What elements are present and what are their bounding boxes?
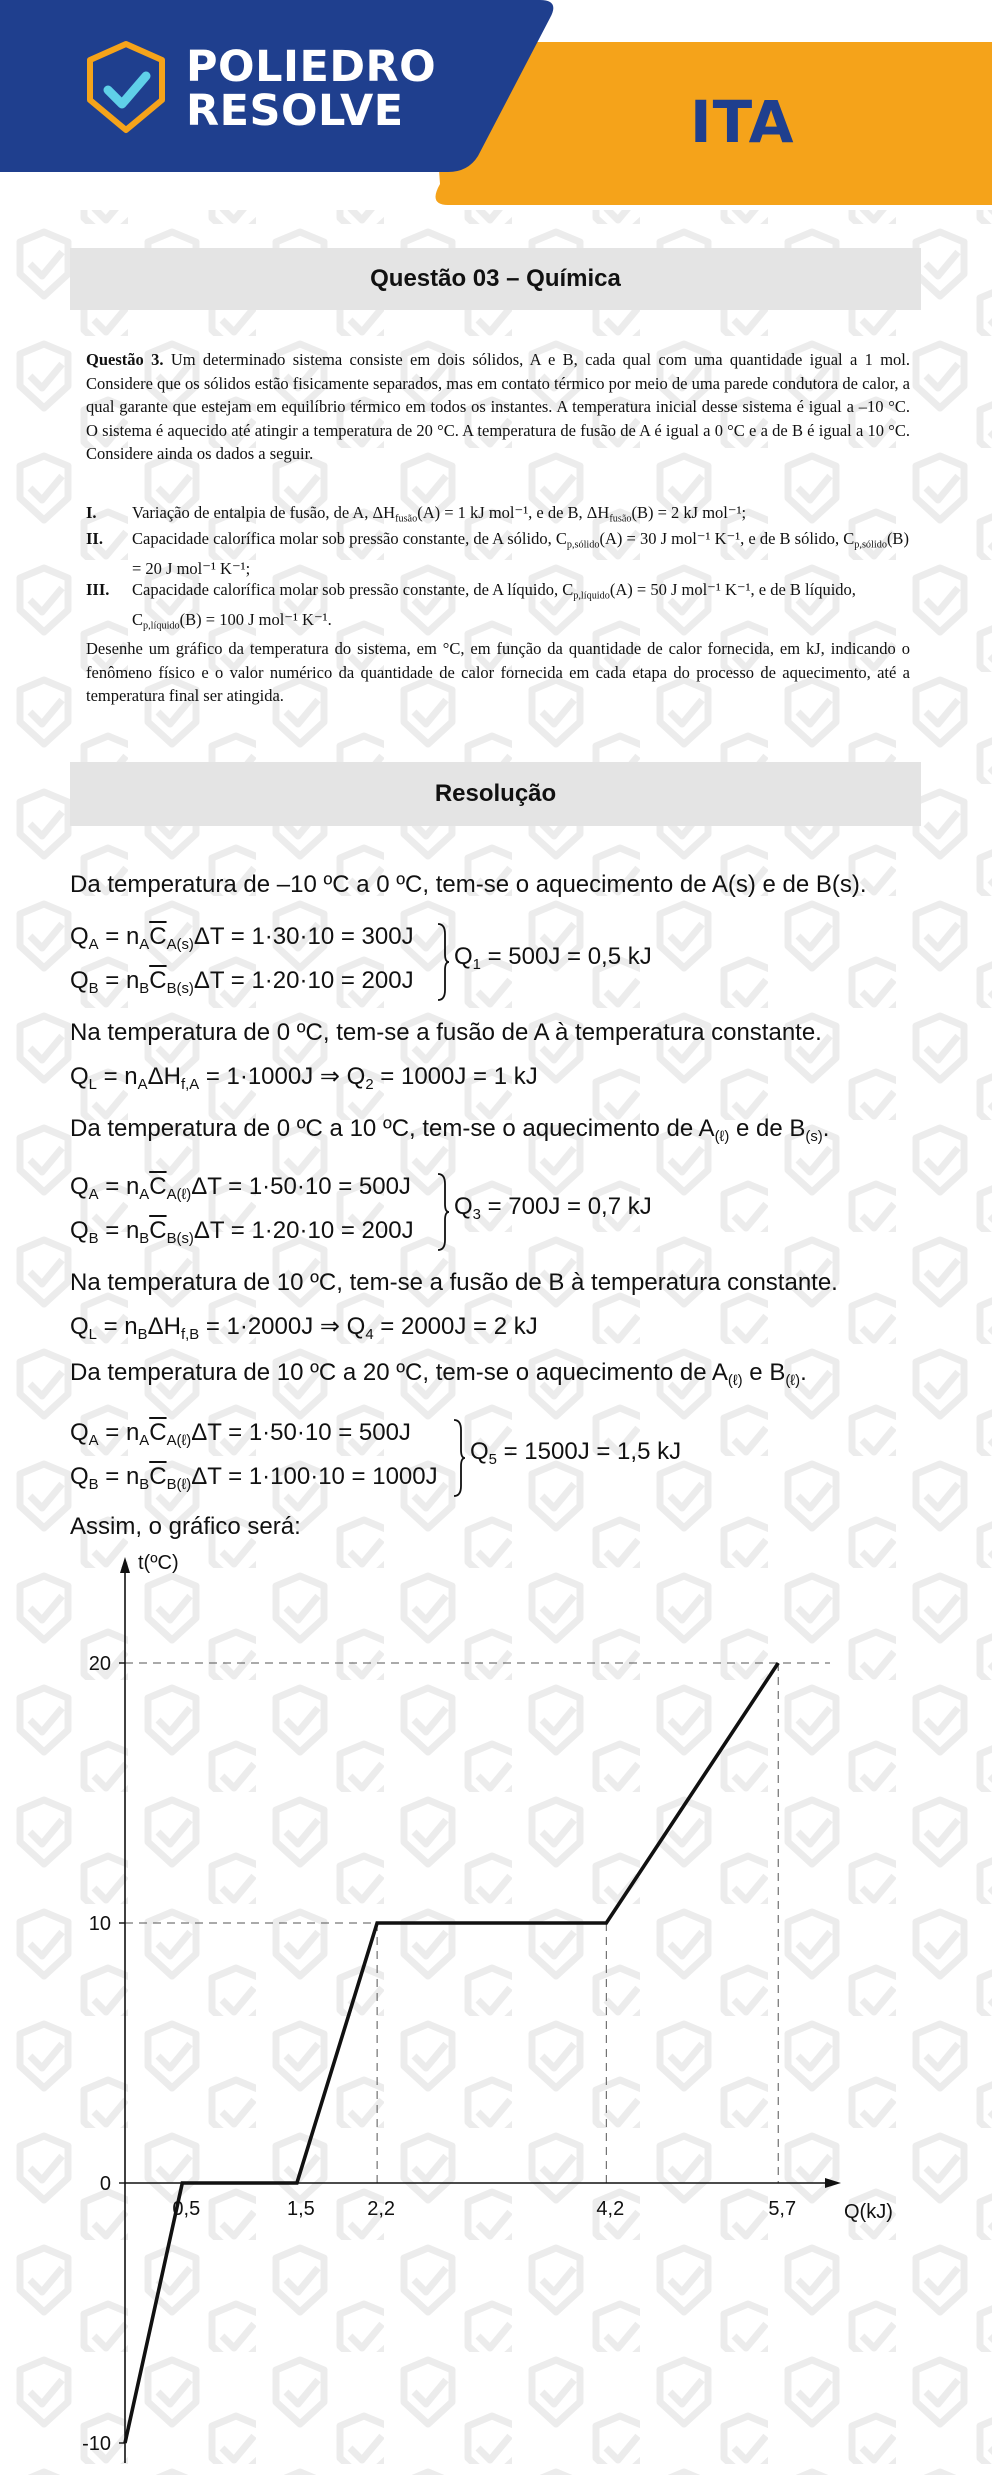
chart-axes xyxy=(120,1557,841,2463)
question-intro-text: Um determinado sistema consiste em dois sólidos, A e B, cada qual com uma quantidade igual a 1 mol. Considere que os sólidos estão fisicamente separados, mas em contato térmico por meio de uma parede condutora de calor, a qual garante que estejam em equilíbrio térmico em todos os instantes. A temperatura inicial desse sistema é igual a –10 °C. O sistema é aquecido até atingir a temperatura de 20 °C. A temperatura de fusão de A é igual a 0 °C e a de B é igual a 10 °C. Considere ainda os dados a seguir. xyxy=(86,350,911,463)
eq2: $Q_L = n_A\Delta H_{f,A} = 1\cdot 1000J$ ⇒ $Q_2 = 1000J = 1$ kJ xyxy=(70,1063,538,1094)
eq5-qa-value: ΔT = 1·50·10 = 500J xyxy=(191,1419,411,1446)
eq5-qb: $Q_B = n_B\overline{C}_{B(\ell)}\Delta T = 1\cdot 100\cdot 10 = 1000J$ xyxy=(70,1463,438,1494)
eq3-total: $Q_3 = 700J = 0,7$ kJ xyxy=(454,1193,652,1224)
heating-curve xyxy=(125,1663,778,2443)
check-badge-icon xyxy=(80,38,172,138)
item-3-sub-b: p,líquido xyxy=(143,620,180,632)
step-5-text: Da temperatura de 10 ºC a 20 ºC, tem-se o aquecimento de $A_{(\ell)}$ e $B_{(\ell)}$. xyxy=(70,1359,807,1390)
resolution-title: Resolução xyxy=(434,780,557,807)
eq1-brace xyxy=(436,922,450,1002)
step-3-text-a: Da temperatura de 0 ºC a 10 ºC, tem-se o aquecimento de xyxy=(70,1115,694,1142)
eq5-total: $Q_5 = 1500J = 1,5$ kJ xyxy=(470,1438,682,1469)
y-tick-label: 0 xyxy=(99,2173,111,2195)
page-header xyxy=(0,0,992,210)
step-2-text: Na temperatura de 0 ºC, tem-se a fusão de A à temperatura constante. xyxy=(70,1019,822,1046)
step-5-text-b: e xyxy=(749,1359,763,1386)
x-tick-label: 0,5 xyxy=(172,2198,201,2220)
eq3-qb: $Q_B = n_B\overline{C}_{B(s)}\Delta T = 1\cdot 20\cdot 10 = 200J$ xyxy=(70,1217,414,1248)
y-tick-label: -10 xyxy=(82,2433,111,2455)
exam-name: ITA xyxy=(690,88,795,156)
resolution-title-bar xyxy=(70,762,921,826)
chart-tick-labels xyxy=(82,1653,796,2455)
eq4-value: = 1·2000J ⇒ Q xyxy=(205,1313,366,1340)
step-5-text-a: Da temperatura de 10 ºC a 20 ºC, tem-se o aquecimento de xyxy=(70,1359,707,1386)
question-intro xyxy=(86,348,910,466)
item-2-sub-a: p,sólido xyxy=(566,539,600,551)
eq5-brace xyxy=(452,1418,466,1498)
step-3-text: Da temperatura de 0 ºC a 10 ºC, tem-se o aquecimento de $A_{(\ell)}$ e de $B_{(s)}$. xyxy=(70,1115,830,1146)
question-title: Questão 03 – Química xyxy=(370,265,621,292)
step-1-text: Da temperatura de –10 ºC a 0 ºC, tem-se o aquecimento de A(s) e de B(s). xyxy=(70,871,867,898)
step-6-text: Assim, o gráfico será: xyxy=(70,1513,301,1540)
item-2-number: II. xyxy=(86,529,103,548)
x-tick-label: 4,2 xyxy=(596,2198,625,2220)
eq3-brace xyxy=(436,1172,450,1252)
item-3-sub-a: p,líquido xyxy=(573,590,610,602)
item-2 xyxy=(86,527,910,581)
y-axis-arrow xyxy=(120,1557,130,1573)
item-1-number: I. xyxy=(86,503,97,522)
item-3-number: III. xyxy=(86,580,110,599)
eq3-qa: $Q_A = n_A\overline{C}_{A(\ell)}\Delta T = 1\cdot 50\cdot 10 = 500J$ xyxy=(70,1173,411,1204)
brand-line-1: POLIEDRO xyxy=(186,42,437,92)
item-3-text-c: (B) = 100 J mol⁻¹ K⁻¹. xyxy=(179,610,332,630)
chart-series xyxy=(125,1663,778,2443)
question-title-bar xyxy=(70,248,921,310)
eq1-qa-value: ΔT = 1·30·10 = 300J xyxy=(193,923,414,950)
eq5-total-value: = 1500J = 1,5 kJ xyxy=(503,1438,682,1465)
eq1-total-value: = 500J = 0,5 kJ xyxy=(487,943,652,970)
item-1-sub-a: fusão xyxy=(395,513,418,525)
question-closing: Desenhe um gráfico da temperatura do sistema, em °C, em função da quantidade de calor fornecida, em kJ, indicando o fenômeno físico e o valor numérico da quantidade de calor fornecida em cada etapa do processo de aquecimento, até a temperatura final ser atingida. xyxy=(86,639,910,705)
x-axis-arrow xyxy=(825,2178,841,2188)
item-3-text-a: Capacidade calorífica molar sob pressão constante, de A líquido, C xyxy=(132,580,574,599)
x-tick-label: 2,2 xyxy=(367,2198,396,2220)
eq1-total: $Q_1 = 500J = 0,5$ kJ xyxy=(454,943,652,974)
step-3-text-b: e de xyxy=(735,1115,783,1142)
eq4-tail: = 2000J = 2 kJ xyxy=(380,1313,538,1340)
eq3-total-value: = 700J = 0,7 kJ xyxy=(487,1193,652,1220)
y-axis-label: t(ºC) xyxy=(138,1552,179,1574)
eq3-qb-value: ΔT = 1·20·10 = 200J xyxy=(193,1217,414,1244)
item-3-text-b: (A) = 50 J mol⁻¹ K⁻¹, e de B líquido, C xyxy=(132,580,856,630)
x-tick-label: 5,7 xyxy=(768,2198,797,2220)
item-2-text-a: Capacidade calorífica molar sob pressão constante, de A sólido, C xyxy=(132,529,567,548)
item-3 xyxy=(86,578,910,638)
eq1-qb-value: ΔT = 1·20·10 = 200J xyxy=(193,967,414,994)
item-2-sub-b: p,sólido xyxy=(854,539,887,551)
item-1-sub-b: fusão xyxy=(609,513,632,525)
item-1-text-b: (A) = 1 kJ mol⁻¹, e de B, ΔH xyxy=(417,503,610,522)
step-4-text: Na temperatura de 10 ºC, tem-se a fusão de B à temperatura constante. xyxy=(70,1269,838,1296)
x-tick-label: 1,5 xyxy=(286,2198,315,2220)
question-label: Questão 3. xyxy=(86,350,164,369)
eq2-tail: = 1000J = 1 kJ xyxy=(380,1063,538,1090)
temperature-heat-chart xyxy=(60,1545,920,2465)
eq2-value: = 1·1000J ⇒ Q xyxy=(205,1063,366,1090)
eq1-qa: $Q_A = n_A\overline{C}_{A(s)}\Delta T = 1\cdot 30\cdot 10 = 300J$ xyxy=(70,923,414,954)
eq5-qa: $Q_A = n_A\overline{C}_{A(\ell)}\Delta T = 1\cdot 50\cdot 10 = 500J$ xyxy=(70,1419,411,1450)
eq3-qa-value: ΔT = 1·50·10 = 500J xyxy=(191,1173,411,1200)
brand-line-2: RESOLVE xyxy=(186,86,404,136)
eq1-qb: $Q_B = n_B\overline{C}_{B(s)}\Delta T = 1\cdot 20\cdot 10 = 200J$ xyxy=(70,967,414,998)
item-1-text-c: (B) = 2 kJ mol⁻¹; xyxy=(631,503,747,522)
eq4: $Q_L = n_B\Delta H_{f,B} = 1\cdot 2000J$ ⇒ $Q_4 = 2000J = 2$ kJ xyxy=(70,1313,538,1344)
eq5-qb-value: ΔT = 1·100·10 = 1000J xyxy=(191,1463,438,1490)
item-2-text-b: (A) = 30 J mol⁻¹ K⁻¹, e de B sólido, C xyxy=(599,529,855,548)
y-tick-label: 10 xyxy=(88,1913,111,1935)
item-2-text-c: (B) = 20 J mol⁻¹ K⁻¹; xyxy=(132,529,909,579)
y-tick-label: 20 xyxy=(88,1653,111,1675)
item-1-text-a: Variação de entalpia de fusão, de A, ΔH xyxy=(132,503,396,522)
x-axis-label: Q(kJ) xyxy=(844,2201,893,2223)
